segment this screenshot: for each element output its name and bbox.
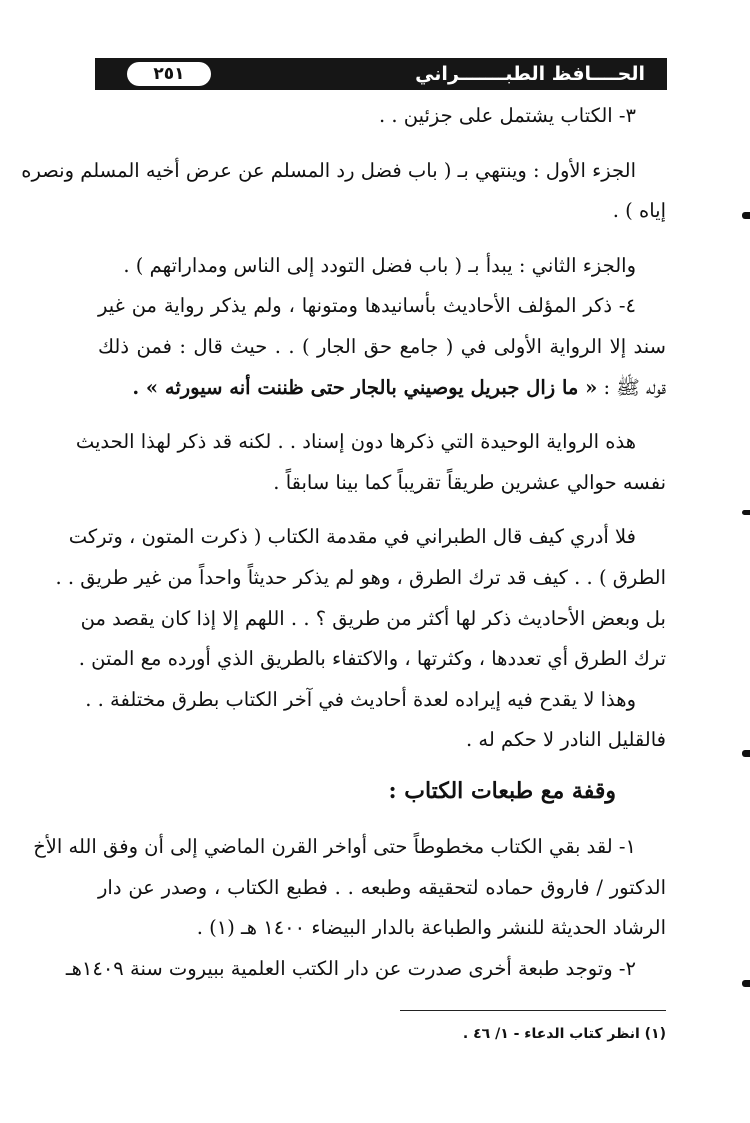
text-line: هذه الرواية الوحيدة التي ذكرها دون إسناد . . لكنه قد ذكر لهذا الحديث xyxy=(75,430,636,454)
running-header xyxy=(95,58,667,90)
text-line: الطرق ) . . كيف قد ترك الطرق ، وهو لم يذكر حديثاً واحداً من غير طريق . . xyxy=(55,565,666,589)
scan-edge-mark xyxy=(742,980,750,987)
section-heading: وقفة مع طبعات الكتاب : xyxy=(388,777,616,804)
hadith-quote: « ما زال جبريل يوصيني بالجار حتى ظننت أنه سيورثه » . xyxy=(132,375,598,399)
text-line: فالقليل النادر لا حكم له . xyxy=(466,728,666,752)
page-number: ٢٥١ xyxy=(127,62,211,86)
scan-edge-mark xyxy=(742,510,750,515)
text-line: سند إلا الرواية الأولى في ( جامع حق الجار ) . . حيث قال : فمن ذلك xyxy=(98,334,666,358)
text-line: فلا أدري كيف قال الطبراني في مقدمة الكتاب ( ذكرت المتون ، وتركت xyxy=(68,525,636,549)
page-body xyxy=(21,96,666,989)
text-line: ١- لقد بقي الكتاب مخطوطاً حتى أواخر القرن الماضي إلى أن وفق الله الأخ xyxy=(33,834,636,858)
text-line: إياه ) . xyxy=(612,199,666,223)
text-line: نفسه حوالي عشرين طريقاً تقريباً كما بينا سابقاً . xyxy=(273,470,666,494)
quote-prefix: قوله ﷺ : xyxy=(597,375,666,399)
hadith-line xyxy=(98,368,666,409)
text-line: ٤- ذكر المؤلف الأحاديث بأسانيدها ومتونها ، ولم يذكر رواية من غير xyxy=(98,294,636,318)
text-line: ٣- الكتاب يشتمل على جزئين . . xyxy=(378,104,636,127)
footnote: (١) انظر كتاب الدعاء - ١/ ٤٦ . xyxy=(462,1026,666,1042)
text-line: وهذا لا يقدح فيه إيراده لعدة أحاديث في آخر الكتاب بطرق مختلفة . . xyxy=(85,687,636,711)
header-title: الحــــافظ الطبـــــــراني xyxy=(415,63,645,85)
footnote-separator xyxy=(400,1010,666,1011)
text-line: الرشاد الحديثة للنشر والطباعة بالدار البيضاء ١٤٠٠ هـ (١) . xyxy=(196,916,666,940)
text-line: الجزء الأول : وينتهي بـ ( باب فضل رد المسلم عن عرض أخيه المسلم ونصره xyxy=(21,158,636,182)
text-line: ٢- وتوجد طبعة أخرى صدرت عن دار الكتب العلمية ببيروت سنة ١٤٠٩هـ xyxy=(65,956,636,980)
text-line: ترك الطرق أي تعددها ، وكثرتها ، والاكتفاء بالطريق الذي أورده مع المتن . xyxy=(78,647,666,671)
text-line: والجزء الثاني : يبدأ بـ ( باب فضل التودد إلى الناس ومداراتهم ) . xyxy=(123,253,636,277)
text-line: الدكتور / فاروق حماده لتحقيقه وطبعه . . فطبع الكتاب ، وصدر عن دار xyxy=(98,875,666,899)
scan-edge-mark xyxy=(742,212,750,219)
text-line: بل وبعض الأحاديث ذكر لها أكثر من طريق ؟ . . اللهم إلا إذا كان يقصد من xyxy=(80,606,666,630)
scan-edge-mark xyxy=(742,750,750,757)
